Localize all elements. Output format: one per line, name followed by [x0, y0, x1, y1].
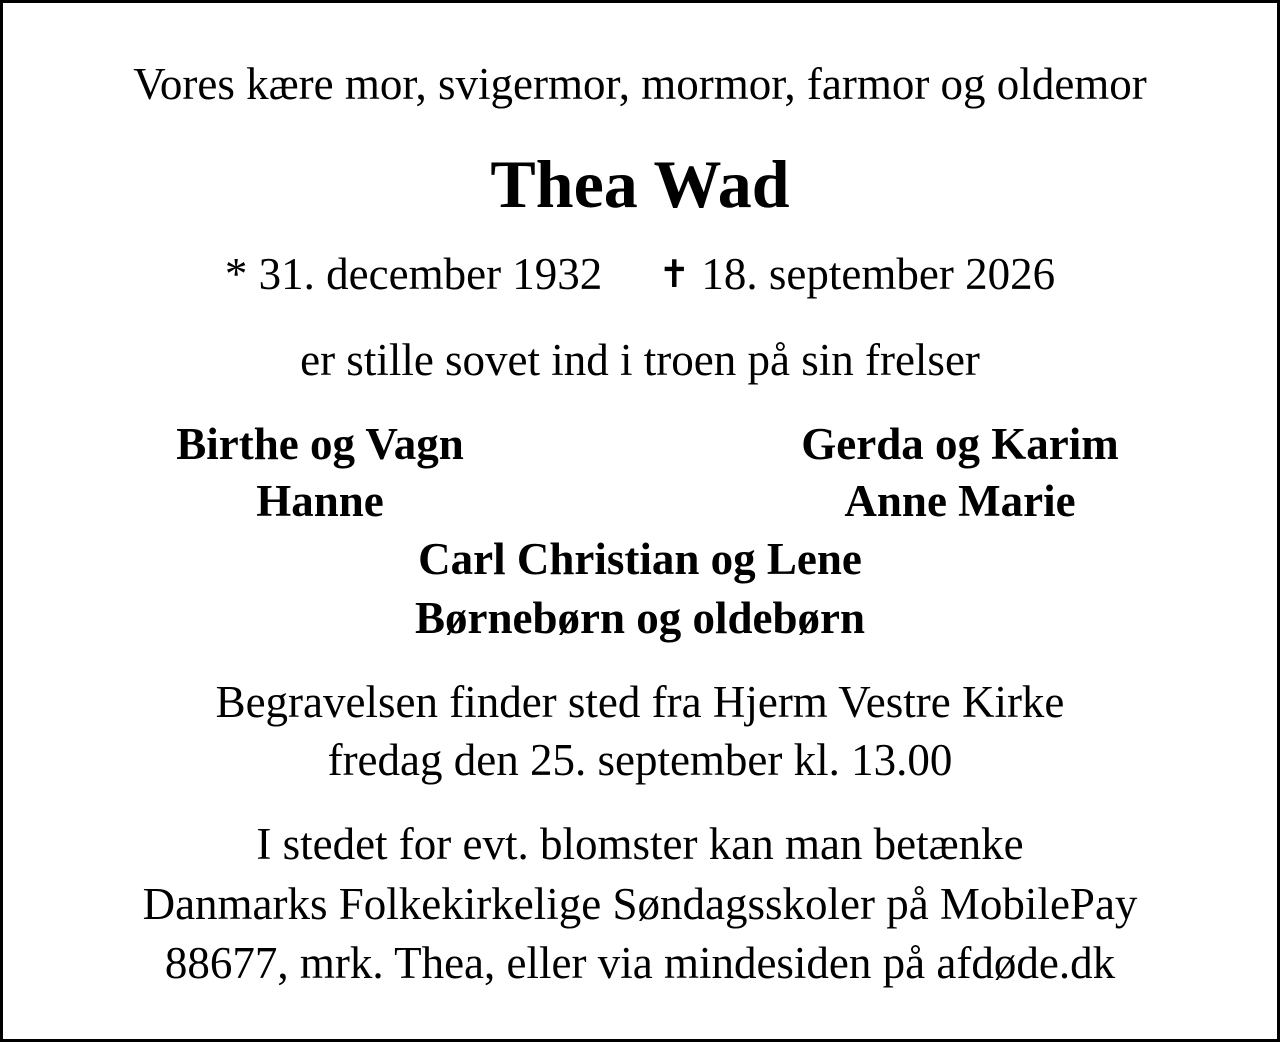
funeral-line2: fredag den 25. september kl. 13.00 [327, 735, 953, 785]
mourner-row2-left: Hanne [256, 476, 384, 526]
memorial-line2: Danmarks Folkekirkelige Søndagsskoler på MobilePay [142, 879, 1138, 929]
death-date: 18. september 2026 [701, 249, 1056, 299]
birth-date: 31. december 1932 [258, 249, 603, 299]
mourner-row4: Børnebørn og oldebørn [414, 593, 866, 643]
birth-symbol: * [224, 249, 248, 299]
memorial-line1: I stedet for evt. blomster kan man betænke [256, 819, 1024, 869]
mourner-row1-left: Birthe og Vagn [176, 419, 464, 469]
funeral-line1: Begravelsen finder sted fra Hjerm Vestre Kirke [215, 677, 1065, 727]
mourner-row3: Carl Christian og Lene [418, 534, 862, 584]
belief-text: er stille sovet ind i troen på sin frelser [300, 335, 980, 385]
cross-icon: ✝ [658, 252, 691, 296]
mourner-row1-right: Gerda og Karim [801, 419, 1119, 469]
intro-text: Vores kære mor, svigermor, mormor, farmor og oldemor [133, 59, 1147, 109]
memorial-line3: 88677, mrk. Thea, eller via mindesiden på afdøde.dk [164, 938, 1116, 988]
mourner-row2-right: Anne Marie [844, 476, 1076, 526]
deceased-name: Thea Wad [490, 146, 790, 222]
life-dates [0, 249, 1280, 299]
